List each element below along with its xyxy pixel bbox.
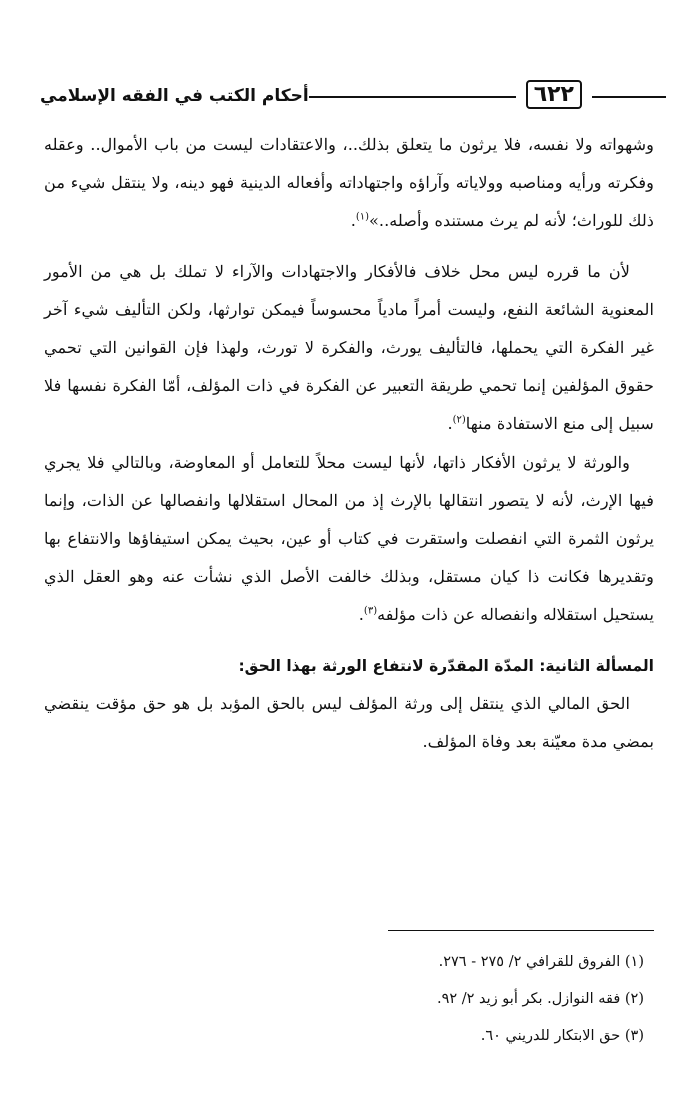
paragraph-3-text: والورثة لا يرثون الأفكار ذاتها، لأنها ليست محلاً للتعامل أو المعاوضة، وبالتالي فلا يجري فيها الإرث، لأنه لا يتصور انتقالها بالإرث إذ من المحال استقلالها وانفصالها عن الذات، وإنما يرثون الثمرة التي انفصلت واستقرت في كتاب أو عين، بحيث يمكن استيفاؤها والانتفاع بها وتقديرها فكانت ذا كيان مستقل، وبذلك خالفت الأصل الذي نشأت عنه وهو العقل الذي يستحيل استقلاله وانفصاله عن ذات مؤلفه [44, 452, 654, 625]
page-header [32, 78, 666, 118]
footnote-ref-2: (٢) [452, 415, 466, 427]
footnote-1: (١) الفروق للقرافي ٢/ ٢٧٥ - ٢٧٦. [438, 954, 644, 970]
paragraph-2: لأن ما قرره ليس محل خلاف فالأفكار والاجتهادات والآراء لا تملك بل هي من الأمور المعنوية الشائعة النفع، وليست أمراً مادياً محسوساً فيمكن توارثها، ولكن التأليف شيء آخر غير الفكرة التي يحملها، فالتأليف يورث، والفكرة لا تورث، ولهذا فإن القوانين التي تحمي حقوق المؤلفين إنما تحمي طريقة التعبير عن الفكرة في ذات المؤلف، أمّا الفكرة نفسها فلا سبيل إلى منع الاستفادة منها$^{(٢)}$. [44, 261, 654, 434]
page-number-box: ٦٢٢ [526, 80, 582, 109]
main-text [44, 126, 654, 761]
footnote-ref-1: (١) [355, 212, 370, 224]
paragraph-1: وشهواته ولا نفسه، فلا يرثون ما يتعلق بذلك..، والاعتقادات ليست من باب الأموال.. وعقله وفكرته ورأيه ومناصبه وولاياته وآراؤه واجتهاداته وأفعاله الدينية فهو دينه، ولا ينتقل شيء من ذلك للوراث؛ لأنه لم يرث مستنده وأصله..»$^{(١)}$. [44, 135, 654, 231]
paragraph-1-text: وشهواته ولا نفسه، فلا يرثون ما يتعلق بذلك..، والاعتقادات ليست من باب الأموال.. وعقله وفكرته ورأيه ومناصبه وولاياته وآراؤه واجتهاداته وأفعاله الدينية فهو دينه، ولا ينتقل شيء من ذلك للوراث؛ لأنه لم يرث مستنده وأصله..» [44, 135, 654, 231]
section-heading: المسألة الثانية: المدّة المقدّرة لانتفاع الورثة بهذا الحق: [238, 656, 654, 675]
footnote-2: (٢) فقه النوازل. بكر أبو زيد ٢/ ٩٢. [436, 991, 644, 1007]
paragraph-4: الحق المالي الذي ينتقل إلى ورثة المؤلف ليس بالحق المؤبد بل هو حق مؤقت ينقضي بمضي مدة معيّنة بعد وفاة المؤلف. [44, 693, 654, 752]
footnote-separator [388, 930, 654, 931]
footnote-ref-3: (٣) [363, 606, 378, 618]
running-title: أحكام الكتب في الفقه الإسلامي [32, 82, 309, 110]
paragraph-3: والورثة لا يرثون الأفكار ذاتها، لأنها ليست محلاً للتعامل أو المعاوضة، وبالتالي فلا يجري فيها الإرث، لأنه لا يتصور انتقالها بالإرث إذ من المحال استقلالها وانفصالها عن الذات، وإنما يرثون الثمرة التي انفصلت واستقرت في كتاب أو عين، بحيث يمكن استيفاؤها والانتفاع بها وتقديرها فكانت ذا كيان مستقل، وبذلك خالفت الأصل الذي نشأت عنه وهو العقل الذي يستحيل استقلاله وانفصاله عن ذات مؤلفه$^{(٣)}$. [44, 452, 654, 625]
page-number [516, 80, 592, 110]
footnotes [44, 944, 644, 1055]
paragraph-2-text: لأن ما قرره ليس محل خلاف فالأفكار والاجتهادات والآراء لا تملك بل هي من الأمور المعنوية الشائعة النفع، وليست أمراً مادياً محسوساً فيمكن توارثها، ولكن التأليف شيء آخر غير الفكرة التي يحملها، فالتأليف يورث، والفكرة لا تورث، ولهذا فإن القوانين التي تحمي حقوق المؤلفين إنما تحمي طريقة التعبير عن الفكرة في ذات المؤلف، أمّا الفكرة نفسها فلا سبيل إلى منع الاستفادة منها [44, 261, 654, 434]
footnote-3: (٣) حق الابتكار للدريني ٦٠. [480, 1028, 644, 1044]
